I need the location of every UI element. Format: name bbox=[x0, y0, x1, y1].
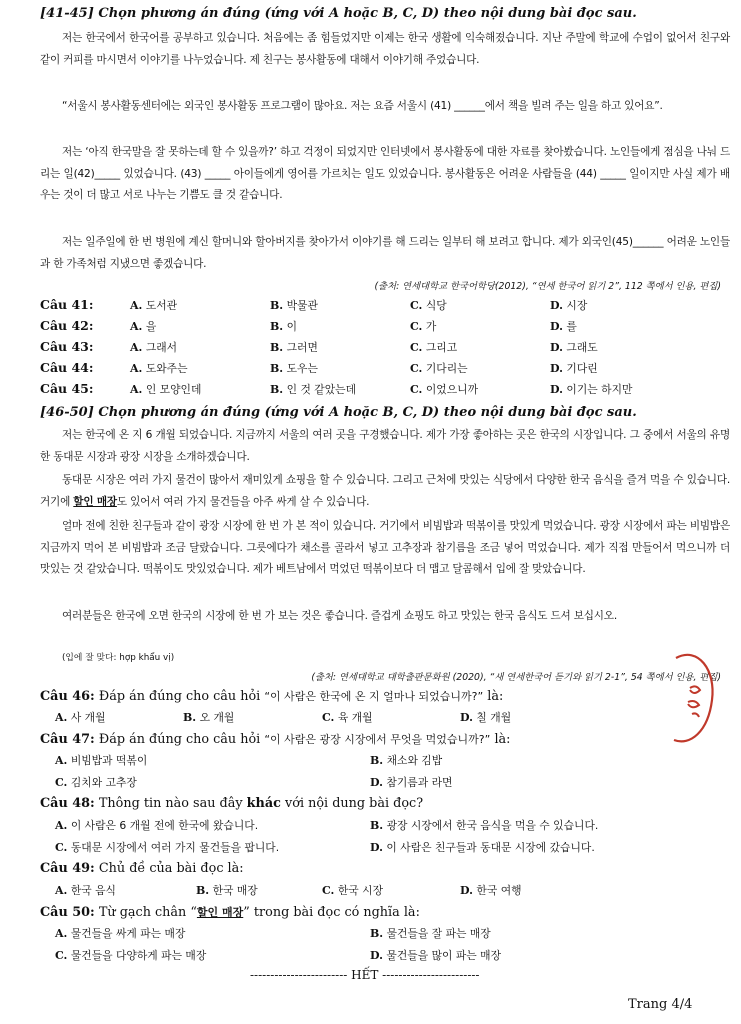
letter: D. bbox=[550, 299, 563, 312]
option-text: 도우는 bbox=[286, 362, 318, 375]
passage1-paragraph-4: 저는 일주일에 한 번 병원에 계신 할머니와 할아버지를 찾아가서 이야기를 해 드리는 일부터 해 보려고 합니다. 제가 외국인(45)______ 어려운 노인들과 한 가족처럼 지냈으면 좋겠습니다. bbox=[40, 236, 730, 270]
passage1-paragraph-1: 저는 한국에서 한국어를 공부하고 있습니다. 처음에는 좀 힘들었지만 이제는 한국 생활에 익숙해졌습니다. 지난 주말에 학교에 수업이 없어서 친구와 같이 커피를 마시면서 이야기를 나누었습니다. 제 친구는 봉사활동에 대해서 이야기해 주었습니다. bbox=[40, 32, 730, 66]
passage1-source: (출처: 연세대학교 한국어학당(2012), “연세 한국어 읽기 2”, 112 쪽에서 인용, 편집) bbox=[374, 281, 721, 292]
letter: D. bbox=[370, 949, 383, 962]
letter: A. bbox=[130, 341, 143, 354]
q48-option-b bbox=[370, 818, 598, 833]
option-b bbox=[270, 319, 297, 334]
question-row bbox=[40, 339, 740, 359]
letter: B. bbox=[370, 819, 384, 832]
q47-tail: là: bbox=[494, 732, 511, 747]
option-b bbox=[270, 298, 318, 313]
option-text: 동대문 시장에서 여러 가지 물건들을 팝니다. bbox=[70, 841, 280, 854]
passage1-paragraph-2: “서울시 봉사활동센터에는 외국인 봉사활동 프로그램이 많아요. 저는 요즘 서울시 (41) ______에서 책을 빌려 주는 일을 하고 있어요”. bbox=[62, 100, 663, 112]
q48-option-d bbox=[370, 840, 595, 855]
option-a bbox=[130, 382, 201, 397]
end-marker: ------------------------ HẾT ------------------------ bbox=[250, 968, 480, 982]
q47-option-c bbox=[55, 775, 137, 790]
option-text: 도와주는 bbox=[145, 362, 188, 375]
option-text: 이 사람은 친구들과 동대문 시장에 갔습니다. bbox=[386, 841, 595, 854]
q50-option-b bbox=[370, 926, 491, 941]
q48-text-b: khác bbox=[246, 796, 281, 811]
option-text: 기다리는 bbox=[425, 362, 468, 375]
q47-option-d bbox=[370, 775, 452, 790]
letter: A. bbox=[55, 927, 68, 940]
passage2-source: (출처: 연세대학교 대학출판문화원 (2020), “새 연세한국어 듣기와 읽기 2-1”, 54 쪽에서 인용, 편집) bbox=[311, 672, 721, 683]
option-text: 도서관 bbox=[145, 299, 178, 312]
q46-option-a bbox=[55, 710, 106, 725]
q50-option-d bbox=[370, 948, 501, 963]
option-c bbox=[410, 340, 457, 355]
option-text: 참기름과 라면 bbox=[386, 776, 453, 789]
option-text: 를 bbox=[566, 320, 577, 333]
option-text: 그래도 bbox=[566, 341, 598, 354]
option-text: 이기는 하지만 bbox=[566, 383, 633, 396]
option-c bbox=[410, 361, 468, 376]
option-text: 인 모양인데 bbox=[145, 383, 202, 396]
letter: C. bbox=[410, 383, 423, 396]
letter: C. bbox=[410, 362, 423, 375]
letter: A. bbox=[130, 383, 143, 396]
q49-stem bbox=[40, 861, 244, 876]
q46-label: Câu 46: bbox=[40, 689, 95, 704]
letter: A. bbox=[55, 754, 68, 767]
q49-option-d bbox=[460, 883, 522, 898]
question-row bbox=[40, 360, 740, 380]
option-d bbox=[550, 340, 598, 355]
passage2-p2-text-b: 도 있어서 여러 가지 물건들을 아주 싸게 살 수 있습니다. bbox=[116, 495, 370, 508]
letter: D. bbox=[370, 776, 383, 789]
option-text: 칠 개월 bbox=[476, 711, 512, 724]
q46-tail: là: bbox=[487, 689, 504, 704]
option-text: 을 bbox=[145, 320, 157, 333]
letter: C. bbox=[410, 320, 423, 333]
q50-text-a: Từ gạch chân “ bbox=[98, 905, 197, 920]
letter: D. bbox=[370, 841, 383, 854]
option-text: 가 bbox=[425, 320, 437, 333]
option-text: 김치와 고추장 bbox=[70, 776, 137, 789]
option-text: 시장 bbox=[566, 299, 588, 312]
letter: A. bbox=[130, 299, 143, 312]
q46-option-c bbox=[322, 710, 373, 725]
option-a bbox=[130, 361, 188, 376]
option-text: 이 사람은 6 개월 전에 한국에 왔습니다. bbox=[70, 819, 259, 832]
question-label: Câu 41: bbox=[40, 297, 94, 312]
letter: A. bbox=[55, 711, 68, 724]
q49-label: Câu 49: bbox=[40, 861, 95, 876]
question-row bbox=[40, 297, 740, 317]
letter: C. bbox=[322, 884, 335, 897]
option-c bbox=[410, 382, 478, 397]
q47-stem bbox=[40, 731, 510, 747]
letter: C. bbox=[55, 841, 68, 854]
option-d bbox=[550, 298, 587, 313]
q47-quote: “이 사람은 광장 시장에서 무엇을 먹었습니까?” bbox=[264, 733, 491, 746]
option-text: 물건들을 잘 파는 매장 bbox=[386, 927, 491, 940]
q50-underlined-term: 할인 매장 bbox=[196, 906, 244, 919]
letter: D. bbox=[550, 383, 563, 396]
option-text: 광장 시장에서 한국 음식을 먹을 수 있습니다. bbox=[386, 819, 599, 832]
passage2-paragraph-1: 저는 한국에 온 지 6 개월 되었습니다. 지금까지 서울의 여러 곳을 구경했습니다. 제가 가장 좋아하는 곳은 한국의 시장입니다. 그 중에서 서울의 유명한 동대문 시장과 광장 시장을 소개하겠습니다. bbox=[40, 429, 730, 463]
option-b bbox=[270, 382, 356, 397]
passage1-paragraph-3: 저는 ‘아직 한국말을 잘 못하는데 할 수 있을까?’ 하고 걱정이 되었지만 인터넷에서 봉사활동에 대한 자료를 찾아봤습니다. 노인들에게 점심을 나눠 드리는 일(42)_____ 있었습니다. (43) _____ 아이들에게 영어를 가르치는 일도 있었습니다. 봉사활동은 어려운 사람들을 (44) _____ 일이지만 사실 제가 배우는 것이 더 많고 서로 나누는 기쁨도 클 것 같습니다. bbox=[40, 146, 730, 202]
letter: D. bbox=[460, 711, 473, 724]
letter: C. bbox=[410, 299, 423, 312]
passage2-paragraph-3: 얼마 전에 친한 친구들과 같이 광장 시장에 한 번 가 본 적이 있습니다. 거기에서 비빔밥과 떡볶이를 맛있게 먹었습니다. 광장 시장에서 파는 비빔밥은 지금까지 먹어 본 비빔밥과 조금 달랐습니다. 그릇에다가 채소를 골라서 넣고 고추장과 참기름을 조금 넣어 먹었습니다. 제가 직접 만들어서 먹으니까 더 맛있는 것 같았습니다. 떡볶이도 맛있었습니다. 제가 베트남에서 먹었던 떡볶이보다 더 맵고 달콤해서 입에 잘 맞았습니다. bbox=[40, 520, 730, 576]
option-d bbox=[550, 319, 577, 334]
option-text: 한국 시장 bbox=[337, 884, 383, 897]
option-text: 그리고 bbox=[425, 341, 458, 354]
letter: D. bbox=[460, 884, 473, 897]
option-text: 물건들을 많이 파는 매장 bbox=[386, 949, 502, 962]
letter: B. bbox=[270, 341, 284, 354]
q48-text-c: với nội dung bài đọc? bbox=[285, 796, 424, 811]
option-text: 그래서 bbox=[145, 341, 178, 354]
letter: A. bbox=[130, 362, 143, 375]
letter: B. bbox=[270, 383, 284, 396]
letter: C. bbox=[322, 711, 335, 724]
section-46-50-heading: [46-50] Chọn phương án đúng (ứng với A hoặc B, C, D) theo nội dung bài đọc sau. bbox=[40, 405, 637, 420]
letter: B. bbox=[270, 362, 284, 375]
option-text: 인 것 같았는데 bbox=[286, 383, 357, 396]
option-text: 한국 음식 bbox=[70, 884, 116, 897]
option-text: 박물관 bbox=[286, 299, 318, 312]
letter: B. bbox=[270, 299, 284, 312]
passage2-p2-text-a: 동대문 시장은 여러 가지 물건이 많아서 재미있게 쇼핑을 할 수 있습니다. 그리고 근처에 맛있는 식당에서 다양한 한국 음식을 즐겨 먹을 수 있습니다. 거기에 bbox=[40, 474, 730, 508]
option-text: 채소와 김밥 bbox=[386, 754, 443, 767]
page-number: Trang 4/4 bbox=[628, 997, 693, 1012]
letter: C. bbox=[410, 341, 423, 354]
option-text: 식당 bbox=[425, 299, 447, 312]
option-text: 물건들을 다양하게 파는 매장 bbox=[70, 949, 207, 962]
q48-label: Câu 48: bbox=[40, 796, 95, 811]
q50-stem bbox=[40, 904, 420, 920]
letter: B. bbox=[183, 711, 197, 724]
option-text: 한국 매장 bbox=[212, 884, 258, 897]
q47-text: Đáp án đúng cho câu hỏi bbox=[98, 732, 261, 747]
option-d bbox=[550, 361, 598, 376]
letter: B. bbox=[370, 927, 384, 940]
vocab-note: (입에 잘 맞다: hợp khẩu vị) bbox=[62, 653, 175, 663]
letter: D. bbox=[550, 362, 563, 375]
letter: A. bbox=[130, 320, 143, 333]
section-41-45-heading: [41-45] Chọn phương án đúng (ứng với A hoặc B, C, D) theo nội dung bài đọc sau. bbox=[40, 6, 637, 21]
question-row bbox=[40, 381, 740, 401]
letter: C. bbox=[55, 776, 68, 789]
option-text: 한국 여행 bbox=[476, 884, 522, 897]
option-text: 육 개월 bbox=[337, 711, 373, 724]
option-text: 기다린 bbox=[566, 362, 598, 375]
question-label: Câu 44: bbox=[40, 360, 94, 375]
letter: B. bbox=[270, 320, 284, 333]
option-text: 물건들을 싸게 파는 매장 bbox=[70, 927, 186, 940]
q46-option-d bbox=[460, 710, 511, 725]
q50-option-a bbox=[55, 926, 185, 941]
letter: A. bbox=[55, 884, 68, 897]
letter: D. bbox=[550, 341, 563, 354]
q48-text-a: Thông tin nào sau đây bbox=[98, 796, 243, 811]
underlined-term: 할인 매장 bbox=[73, 495, 117, 508]
q50-label: Câu 50: bbox=[40, 905, 95, 920]
option-d bbox=[550, 382, 632, 397]
option-text: 사 개월 bbox=[70, 711, 106, 724]
q47-option-b bbox=[370, 753, 442, 768]
letter: B. bbox=[370, 754, 384, 767]
letter: A. bbox=[55, 819, 68, 832]
q49-option-c bbox=[322, 883, 383, 898]
passage2-paragraph-2 bbox=[40, 470, 730, 513]
option-b bbox=[270, 361, 318, 376]
option-text: 오 개월 bbox=[199, 711, 235, 724]
q48-stem bbox=[40, 796, 423, 811]
option-text: 이 bbox=[286, 320, 298, 333]
q46-text: Đáp án đúng cho câu hỏi bbox=[98, 689, 261, 704]
option-b bbox=[270, 340, 318, 355]
letter: D. bbox=[550, 320, 563, 333]
q49-text: Chủ đề của bài đọc là: bbox=[98, 861, 244, 876]
option-c bbox=[410, 319, 436, 334]
option-text: 그러면 bbox=[286, 341, 318, 354]
q49-option-a bbox=[55, 883, 116, 898]
stamp-scribble bbox=[688, 686, 700, 717]
option-text: 이었으니까 bbox=[425, 383, 478, 396]
stamp-arc bbox=[674, 655, 713, 742]
q50-text-b: ” trong bài đọc có nghĩa là: bbox=[243, 905, 420, 920]
q48-option-c bbox=[55, 840, 279, 855]
q49-option-b bbox=[196, 883, 258, 898]
passage2-paragraph-4: 여러분들은 한국에 오면 한국의 시장에 한 번 가 보는 것은 좋습니다. 즐겁게 쇼핑도 하고 맛있는 한국 음식도 드셔 보십시오. bbox=[62, 610, 617, 622]
letter: C. bbox=[55, 949, 68, 962]
question-label: Câu 45: bbox=[40, 381, 94, 396]
q46-stem bbox=[40, 688, 503, 704]
red-stamp-mark-icon bbox=[668, 640, 720, 752]
q46-quote: “이 사람은 한국에 온 지 얼마나 되었습니까?” bbox=[264, 690, 484, 703]
q48-option-a bbox=[55, 818, 258, 833]
option-a bbox=[130, 298, 177, 313]
option-a bbox=[130, 319, 156, 334]
option-a bbox=[130, 340, 177, 355]
q50-option-c bbox=[55, 948, 206, 963]
letter: B. bbox=[196, 884, 210, 897]
q47-option-a bbox=[55, 753, 147, 768]
q47-label: Câu 47: bbox=[40, 732, 95, 747]
option-c bbox=[410, 298, 447, 313]
q46-option-b bbox=[183, 710, 234, 725]
question-label: Câu 42: bbox=[40, 318, 94, 333]
question-row bbox=[40, 318, 740, 338]
option-text: 비빔밥과 떡볶이 bbox=[70, 754, 148, 767]
question-label: Câu 43: bbox=[40, 339, 94, 354]
